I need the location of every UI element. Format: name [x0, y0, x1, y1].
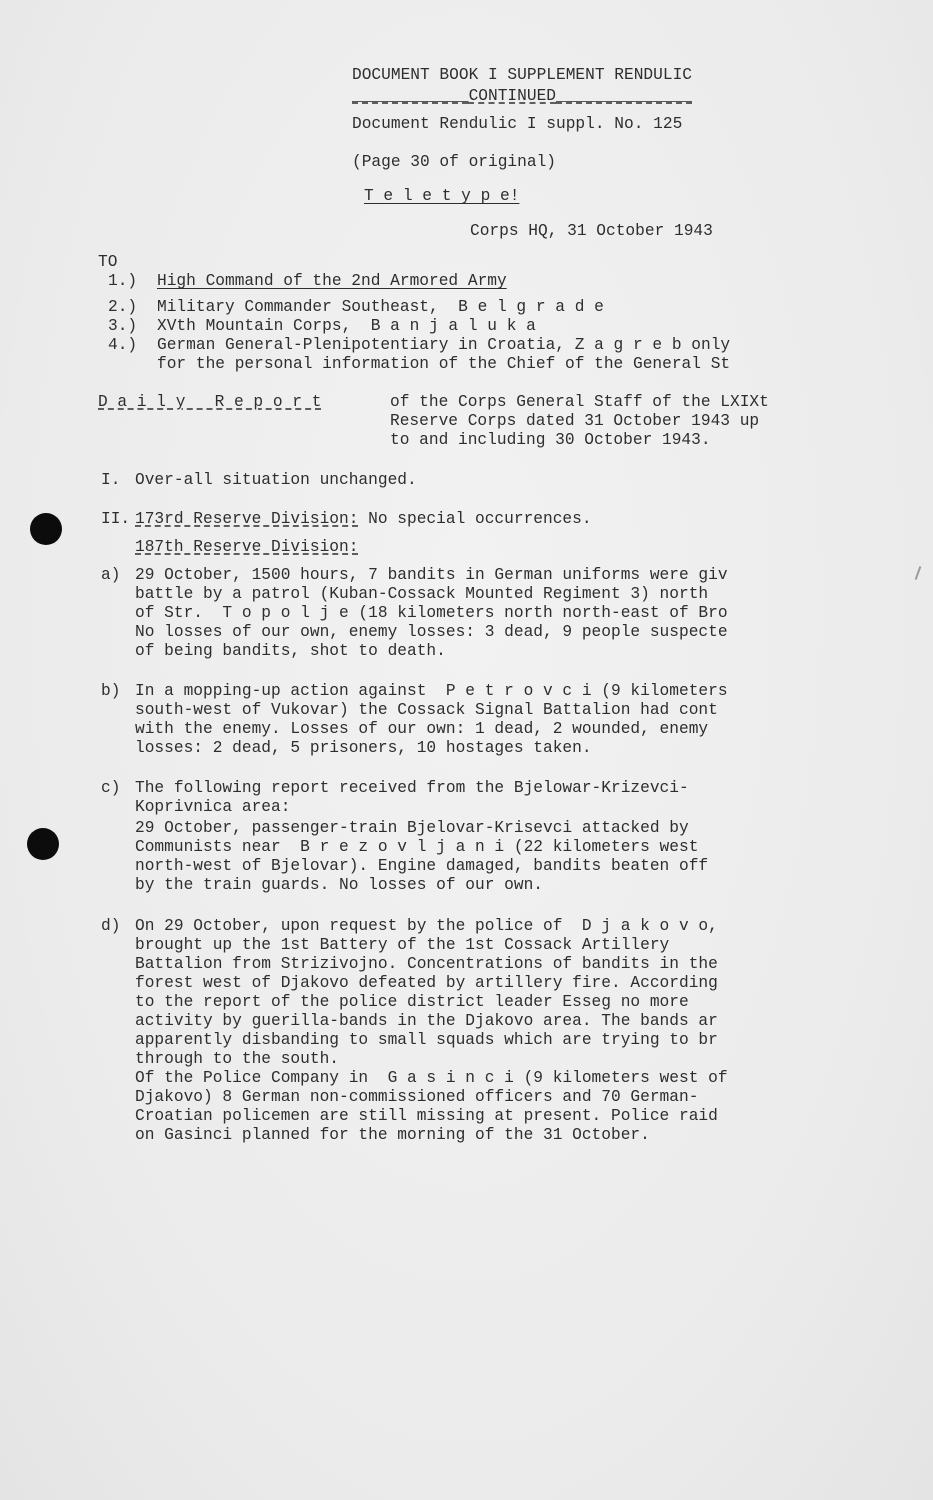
- place-date: Corps HQ, 31 October 1943: [470, 222, 713, 240]
- report-heading-line-2: Reserve Corps dated 31 October 1943 up: [390, 412, 760, 430]
- addressee-4-number: 4.): [108, 336, 138, 354]
- paragraph-d-line: forest west of Djakovo defeated by artillery fire. According: [135, 974, 718, 992]
- punch-hole-bottom: [27, 828, 59, 860]
- addressee-1: High Command of the 2nd Armored Army: [157, 272, 507, 290]
- division-173-heading: 173rd Reserve Division:: [135, 510, 359, 528]
- paragraph-a-line: No losses of our own, enemy losses: 3 dead, 9 people suspecte: [135, 623, 728, 641]
- paragraph-d-line: Of the Police Company in G a s i n c i (9 kilometers west of: [135, 1069, 728, 1087]
- page-reference: (Page 30 of original): [352, 153, 556, 171]
- paragraph-c-line: Communists near B r e z o v l j a n i (22 kilometers west: [135, 838, 699, 856]
- paragraph-a-line: of Str. T o p o l j e (18 kilometers north north-east of Bro: [135, 604, 728, 622]
- paragraph-c-line: by the train guards. No losses of our own.: [135, 876, 543, 894]
- paragraph-a-line: of being bandits, shot to death.: [135, 642, 446, 660]
- daily-report-label: D a i l y R e p o r t: [98, 393, 322, 411]
- paragraph-a-line: 29 October, 1500 hours, 7 bandits in German uniforms were giv: [135, 566, 728, 584]
- paragraph-d-line: activity by guerilla-bands in the Djakovo area. The bands ar: [135, 1012, 718, 1030]
- paragraph-b-line: losses: 2 dead, 5 prisoners, 10 hostages taken.: [135, 739, 592, 757]
- paragraph-a-line: battle by a patrol (Kuban-Cossack Mounted Regiment 3) north: [135, 585, 709, 603]
- paragraph-b-label: b): [101, 682, 121, 700]
- paragraph-d-line: through to the south.: [135, 1050, 339, 1068]
- addressee-4-continued: for the personal information of the Chief of the General St: [157, 355, 731, 373]
- paragraph-d-line: Croatian policemen are still missing at present. Police raid: [135, 1107, 718, 1125]
- paragraph-b-line: south-west of Vukovar) the Cossack Signal Battalion had cont: [135, 701, 718, 719]
- paragraph-d-line: On 29 October, upon request by the police of D j a k o v o,: [135, 917, 718, 935]
- section-2-number: II.: [101, 510, 131, 528]
- report-heading-line-1: of the Corps General Staff of the LXIXt: [390, 393, 769, 411]
- paragraph-d-label: d): [101, 917, 121, 935]
- addressee-4: German General-Plenipotentiary in Croatia, Z a g r e b only: [157, 336, 731, 354]
- paragraph-d-line: apparently disbanding to small squads which are trying to br: [135, 1031, 718, 1049]
- continued-label: ____________CONTINUED______________: [352, 87, 693, 105]
- addressee-3: XVth Mountain Corps, B a n j a l u k a: [157, 317, 536, 335]
- section-2: [135, 510, 592, 529]
- paragraph-c-line: north-west of Bjelovar). Engine damaged, bandits beaten off: [135, 857, 709, 875]
- addressee-2: Military Commander Southeast, B e l g r a d e: [157, 298, 604, 316]
- document-number: Document Rendulic I suppl. No. 125: [352, 115, 683, 133]
- continued-text: CONTINUED: [468, 87, 557, 105]
- paragraph-d-line: Djakovo) 8 German non-commissioned officers and 70 German-: [135, 1088, 699, 1106]
- pencil-mark: [915, 566, 922, 580]
- division-187-heading: 187th Reserve Division:: [135, 538, 359, 556]
- paragraph-d-line: Battalion from Strizivojno. Concentrations of bandits in the: [135, 955, 718, 973]
- paragraph-d-line: on Gasinci planned for the morning of the 31 October.: [135, 1126, 650, 1144]
- section-1-number: I.: [101, 471, 121, 489]
- section-2-text: No special occurrences.: [358, 510, 592, 528]
- paragraph-c-line: 29 October, passenger-train Bjelovar-Krisevci attacked by: [135, 819, 689, 837]
- paragraph-b-line: with the enemy. Losses of our own: 1 dead, 2 wounded, enemy: [135, 720, 709, 738]
- paragraph-d-line: to the report of the police district leader Esseg no more: [135, 993, 689, 1011]
- paragraph-c-line: The following report received from the Bjelowar-Krizevci-: [135, 779, 689, 797]
- teletype-label: T e l e t y p e!: [364, 187, 520, 205]
- addressee-2-number: 2.): [108, 298, 138, 316]
- paragraph-c-line: Koprivnica area:: [135, 798, 291, 816]
- section-1-text: Over-all situation unchanged.: [135, 471, 417, 489]
- punch-hole-top: [30, 513, 62, 545]
- addressee-3-number: 3.): [108, 317, 138, 335]
- paragraph-d-line: brought up the 1st Battery of the 1st Cossack Artillery: [135, 936, 670, 954]
- paragraph-a-label: a): [101, 566, 121, 584]
- addressee-1-number: 1.): [108, 272, 138, 290]
- paragraph-c-label: c): [101, 779, 121, 797]
- document-title: DOCUMENT BOOK I SUPPLEMENT RENDULIC: [352, 66, 692, 84]
- paragraph-b-line: In a mopping-up action against P e t r o v c i (9 kilometers: [135, 682, 728, 700]
- to-label: TO: [98, 253, 118, 271]
- report-heading-line-3: to and including 30 October 1943.: [390, 431, 711, 449]
